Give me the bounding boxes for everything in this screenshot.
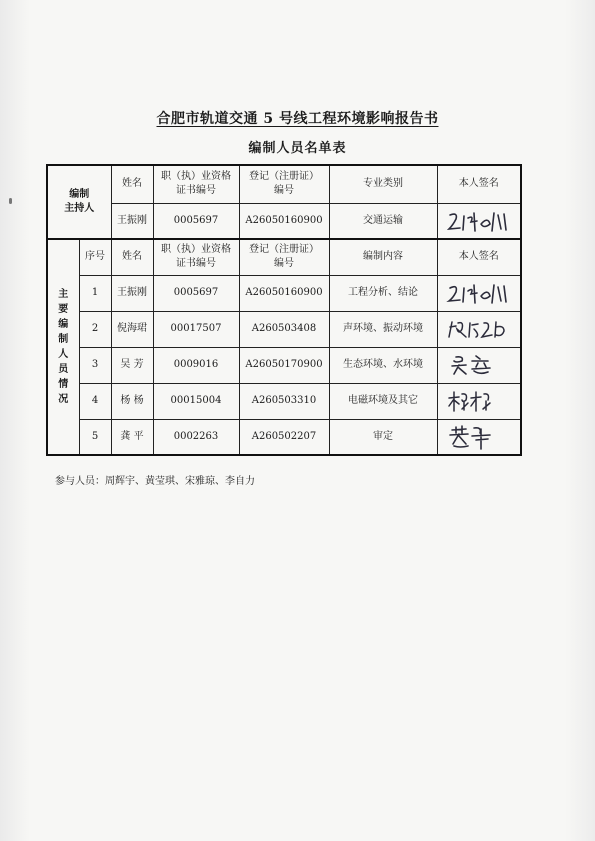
staff-roster-table bbox=[46, 164, 522, 456]
signature-image bbox=[444, 424, 514, 450]
table-subtitle: 编制人员名单表 bbox=[248, 141, 347, 156]
host-reg: A26050160900 bbox=[239, 203, 329, 239]
main-header-signature: 本人签名 bbox=[437, 239, 521, 275]
host-header-row bbox=[47, 165, 521, 203]
row-signature bbox=[437, 275, 521, 311]
binding-hole bbox=[9, 198, 12, 204]
row-signature bbox=[437, 311, 521, 347]
report-title: 合肥市轨道交通 5 号线工程环境影响报告书 bbox=[156, 111, 439, 127]
host-name: 王振刚 bbox=[111, 203, 153, 239]
row-name: 王振刚 bbox=[111, 275, 153, 311]
host-person-row bbox=[47, 203, 521, 239]
row-name: 倪海珺 bbox=[111, 311, 153, 347]
row-seq: 3 bbox=[79, 347, 111, 383]
row-cert: 0009016 bbox=[153, 347, 239, 383]
main-header-content: 编制内容 bbox=[329, 239, 437, 275]
row-seq: 5 bbox=[79, 419, 111, 455]
row-seq: 2 bbox=[79, 311, 111, 347]
host-field: 交通运输 bbox=[329, 203, 437, 239]
row-cert: 0002263 bbox=[153, 419, 239, 455]
row-content: 声环境、振动环境 bbox=[329, 311, 437, 347]
host-row-label: 编制 主持人 bbox=[47, 165, 111, 239]
table-row bbox=[47, 383, 521, 419]
host-cert: 0005697 bbox=[153, 203, 239, 239]
main-row-label: 主要编制人员情况 bbox=[47, 239, 79, 455]
host-header-name: 姓名 bbox=[111, 165, 153, 203]
row-cert: 0005697 bbox=[153, 275, 239, 311]
signature-image bbox=[444, 209, 514, 233]
host-header-cert: 职（执）业资格 证书编号 bbox=[153, 165, 239, 203]
host-header-reg: 登记（注册证） 编号 bbox=[239, 165, 329, 203]
row-seq: 1 bbox=[79, 275, 111, 311]
main-header-reg: 登记（注册证） 编号 bbox=[239, 239, 329, 275]
signature-image bbox=[444, 317, 514, 341]
row-name: 吴 芳 bbox=[111, 347, 153, 383]
row-reg: A26050160900 bbox=[239, 275, 329, 311]
main-header-name: 姓名 bbox=[111, 239, 153, 275]
row-cert: 00017507 bbox=[153, 311, 239, 347]
main-header-row bbox=[47, 239, 521, 275]
host-signature bbox=[437, 203, 521, 239]
row-content: 工程分析、结论 bbox=[329, 275, 437, 311]
table-row bbox=[47, 275, 521, 311]
row-signature bbox=[437, 347, 521, 383]
row-content: 审定 bbox=[329, 419, 437, 455]
row-content: 生态环境、水环境 bbox=[329, 347, 437, 383]
table-row bbox=[47, 419, 521, 455]
row-signature bbox=[437, 419, 521, 455]
row-reg: A260503408 bbox=[239, 311, 329, 347]
main-header-cert: 职（执）业资格 证书编号 bbox=[153, 239, 239, 275]
row-reg: A260503310 bbox=[239, 383, 329, 419]
row-reg: A260502207 bbox=[239, 419, 329, 455]
row-name: 杨 杨 bbox=[111, 383, 153, 419]
signature-image bbox=[444, 353, 514, 377]
host-header-field: 专业类别 bbox=[329, 165, 437, 203]
signature-image bbox=[444, 281, 514, 305]
row-cert: 00015004 bbox=[153, 383, 239, 419]
table-row bbox=[47, 347, 521, 383]
signature-image bbox=[444, 389, 514, 413]
participants-line: 参与人员：周辉宇、黄莹琪、宋雅琼、李自力 bbox=[55, 476, 255, 487]
table-row bbox=[47, 311, 521, 347]
row-seq: 4 bbox=[79, 383, 111, 419]
row-content: 电磁环境及其它 bbox=[329, 383, 437, 419]
row-signature bbox=[437, 383, 521, 419]
main-header-seq: 序号 bbox=[79, 239, 111, 275]
host-header-signature: 本人签名 bbox=[437, 165, 521, 203]
row-name: 龚 平 bbox=[111, 419, 153, 455]
row-reg: A26050170900 bbox=[239, 347, 329, 383]
